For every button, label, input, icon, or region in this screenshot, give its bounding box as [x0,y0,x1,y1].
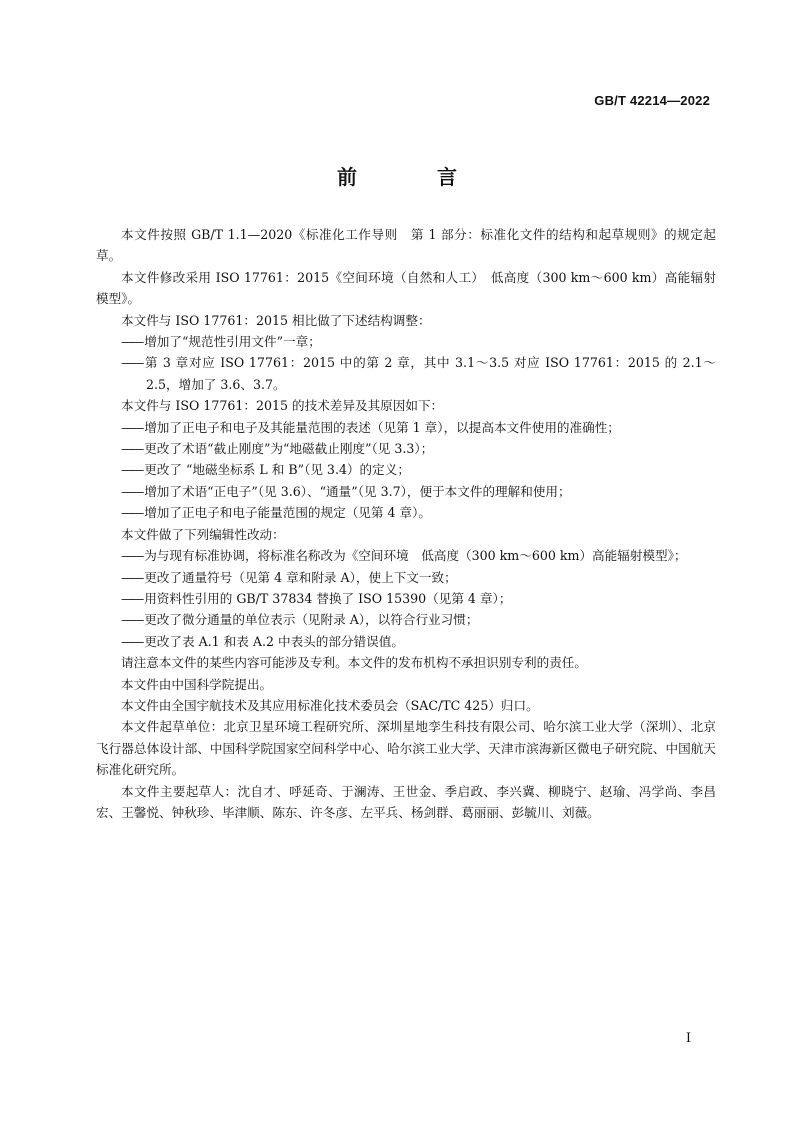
dash-list-item: —— 更改了术语“截止刚度”为“地磁截止刚度”（见 3.3）； [96,438,716,459]
dash-list-item: —— 为与现有标准协调，将标准名称改为《空间环境 低高度（300 km～600 km）高能辐射模型》； [96,545,716,566]
dash-list-item: —— 更改了通量符号（见第 4 章和附录 A），使上下文一致； [96,567,716,588]
dash-list-item: —— 增加了术语“正电子”（见 3.6）、“通量”（见 3.7），便于本文件的理解和使用； [96,481,716,502]
dash-list-item: —— 更改了表 A.1 和表 A.2 中表头的部分错误值。 [96,631,716,652]
dash-list-item: —— 增加了正电子和电子能量范围的规定（见第 4 章）。 [96,502,716,523]
dash-list-item: —— 用资料性引用的 GB/T 37834 替换了 ISO 15390（见第 4 章）； [96,588,716,609]
page-folio: I [685,1031,691,1046]
dash-list-item: —— 更改了微分通量的单位表示（见附录 A），以符合行业习惯； [96,609,716,630]
dash-list-item: —— 增加了正电子和电子及其能量范围的表述（见第 1 章），以提高本文件使用的准确性； [96,417,716,438]
paragraph: 本文件修改采用 ISO 17761：2015《空间环境（自然和人工） 低高度（300 km～600 km）高能辐射模型》。 [96,269,716,307]
paragraph: 本文件起草单位：北京卫星环境工程研究所、深圳星地孪生科技有限公司、哈尔滨工业大学（深圳）、北京飞行器总体设计部、中国科学院国家空间科学中心、哈尔滨工业大学、天津市滨海新区微电子研究院、中国航天标准化研究所。 [96,719,716,778]
paragraph: 本文件主要起草人：沈自才、呼延奇、于澜涛、王世金、季启政、李兴冀、柳晓宁、赵瑜、冯学尚、李昌宏、王馨悦、钟秋珍、毕津顺、陈东、许冬彦、左平兵、杨剑群、葛丽丽、彭毓川、刘薇。 [96,783,716,820]
paragraph: 本文件由中国科学院提出。 [121,676,273,692]
dash-list-item: —— 第 3 章对应 ISO 17761：2015 中的第 2 章，其中 3.1～3.5 对应 ISO 17761：2015 的 2.1～2.5，增加了 3.6、3.7。 [96,352,716,395]
page-title: 前 言 [337,165,487,189]
dash-list-item: —— 增加了“规范性引用文件”一章； [96,331,716,352]
paragraph: 本文件按照 GB/T 1.1—2020《标准化工作导则 第 1 部分：标准化文件的结构和起草规则》的规定起草。 [96,227,716,264]
paragraph: 本文件做了下列编辑性改动： [121,526,285,542]
foreword-body [96,224,716,823]
standard-number: GB/T 42214—2022 [594,93,710,108]
paragraph: 本文件与 ISO 17761：2015 相比做了下述结构调整： [121,312,431,328]
dash-list-item: —— 更改了 “地磁坐标系 L 和 B”（见 3.4）的定义； [96,459,716,480]
paragraph: 本文件与 ISO 17761：2015 的技术差异及其原因如下： [121,398,444,414]
paragraph: 本文件由全国宇航技术及其应用标准化技术委员会（SAC/TC 425）归口。 [121,697,539,713]
paragraph: 请注意本文件的某些内容可能涉及专利。本文件的发布机构不承担识别专利的责任。 [121,655,587,671]
